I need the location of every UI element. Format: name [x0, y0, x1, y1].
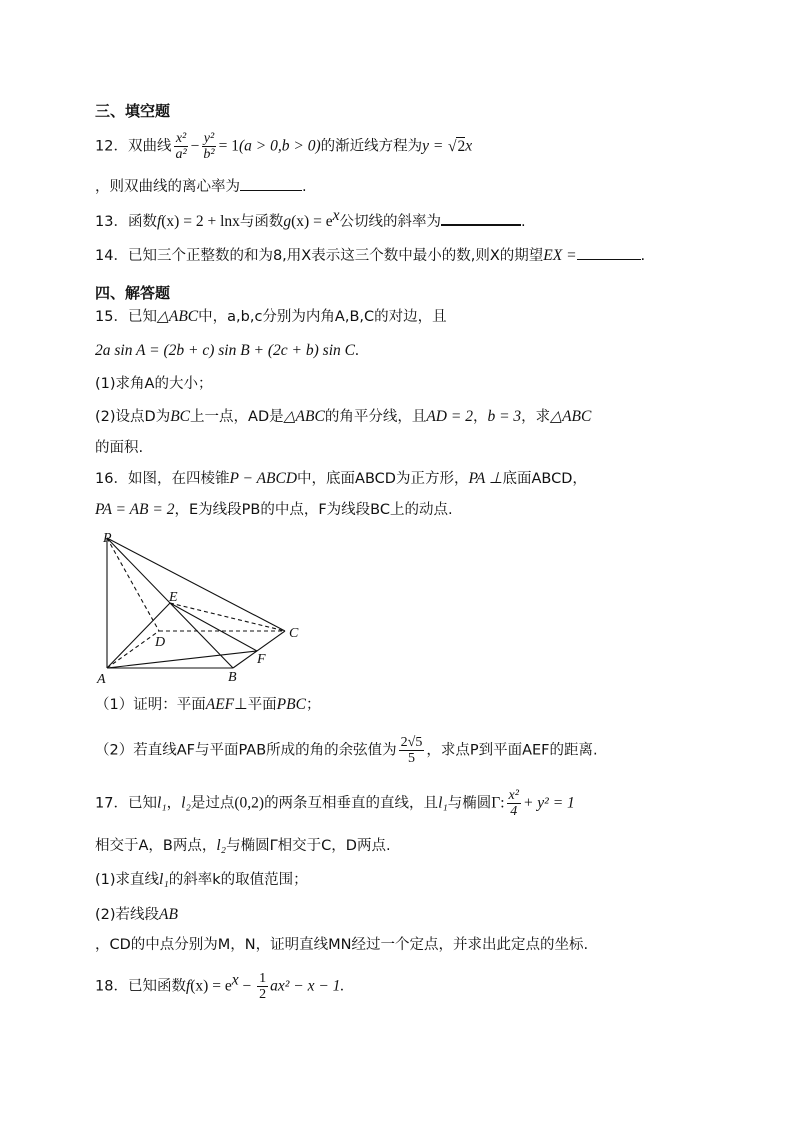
q14-ex: EX = — [543, 247, 577, 264]
q12-minus: − — [190, 137, 200, 155]
q16-pbc: PBC — [276, 696, 306, 713]
q16-aef: AEF — [205, 696, 235, 713]
q16-part1 — [95, 694, 320, 716]
q17-ellipse-tail: + y² = 1 — [522, 794, 575, 812]
label-c: C — [289, 626, 299, 641]
q18-line — [95, 971, 344, 1002]
q14-line — [95, 245, 645, 267]
q17-part1 — [95, 869, 308, 891]
q13-lead: 函数 — [127, 214, 157, 230]
q16-perp: ⊥ — [234, 696, 248, 713]
label-d: D — [155, 635, 166, 650]
q15-triangle-2: △ABC — [283, 408, 325, 425]
q13-g: g — [283, 213, 292, 230]
q15-part2-c: 的角平分线，且 — [324, 409, 427, 425]
q12-mid: 的渐近线方程为 — [320, 138, 423, 155]
q16-line1-c: 底面ABCD， — [502, 471, 587, 487]
q17-sep: ， — [166, 795, 182, 812]
section3-title: 三、填空题 — [95, 102, 171, 120]
q16-pa-ab: PA = AB = 2 — [95, 501, 175, 518]
q17-point: (0,2) — [234, 794, 265, 812]
q12-line2-text: ，则双曲线的离心率为 — [95, 179, 240, 195]
q12-eq: = 1 — [218, 137, 239, 155]
q17-ab: AB — [159, 906, 178, 923]
q13-answer-blank — [441, 210, 521, 226]
q17-gamma: Γ: — [491, 794, 505, 812]
q15-formula: 2a sin A = (2b + c) sin B + (2c + b) sin C — [95, 342, 355, 359]
q15-line1 — [95, 306, 447, 328]
q18-minus: − — [238, 977, 256, 995]
q12-line2 — [95, 176, 307, 198]
q17-part1-a: (1)求直线 — [95, 872, 160, 888]
q13-line — [95, 207, 526, 233]
q16-part2-b: ，求点P到平面AEF的距离. — [426, 742, 598, 759]
q15-b3: b = 3 — [487, 408, 522, 425]
q15-part2-b: 上一点，AD是 — [190, 409, 284, 425]
q16-part2-a: （2）若直线AF与平面PAB所成的角的余弦值为 — [95, 742, 397, 759]
q13-mid: 与函数 — [239, 214, 284, 230]
q12-frac1: $\frac{\text{x²}}{\text{a²}}$ — [175, 131, 187, 162]
q12-asym-x: x — [465, 137, 473, 155]
q14-text: 已知三个正整数的和为8,用X表示这三个数中最小的数,则X的期望 — [127, 248, 544, 264]
q18-num: 18． — [95, 978, 128, 995]
q17-line2-b: 与椭圆Γ相交于C，D两点. — [226, 838, 391, 854]
q17-l2-b: l₂ — [216, 837, 227, 854]
q17-l1: l₁ — [156, 794, 167, 812]
q15-part1: (1)求角A的大小； — [95, 376, 213, 392]
q17-line5: ，CD的中点分别为M，N，证明直线MN经过一个定点，并求出此定点的坐标. — [95, 937, 589, 953]
q17-part2 — [95, 904, 178, 926]
pyramid-figure — [95, 530, 315, 690]
q16-part2 — [95, 735, 598, 766]
q12-cond: (a > 0,b > 0) — [238, 137, 321, 155]
q13-f-def: (x) = 2 + lnx — [161, 213, 240, 230]
q17-line1 — [95, 788, 575, 819]
segment-af — [107, 651, 257, 668]
q16-pabcd: P − ABCD — [229, 470, 298, 487]
q18-f: f — [185, 977, 191, 995]
q16-line2 — [95, 499, 453, 521]
q18-def-b: ax² − x − 1. — [270, 977, 345, 995]
q16-line1 — [95, 468, 587, 490]
q12-line1 — [95, 131, 472, 162]
q17-num: 17． — [95, 795, 128, 812]
q17-l1-b: l₁ — [438, 794, 448, 812]
q18-def-a: (x) = e — [190, 977, 232, 995]
q17-line2 — [95, 835, 391, 857]
label-a: A — [97, 672, 106, 687]
q16-line1-b: 中，底面ABCD为正方形， — [297, 471, 469, 487]
label-p: P — [103, 531, 112, 546]
q15-line1-a: 已知 — [127, 309, 157, 325]
q15-ad: AD = 2 — [426, 408, 473, 425]
q18-sup: x — [231, 971, 239, 989]
q15-bc: BC — [170, 408, 191, 425]
q15-formula-line — [95, 340, 359, 362]
q14-answer-blank — [577, 245, 641, 260]
q16-part1-a: （1）证明：平面 — [95, 697, 206, 713]
q18-half: $\frac{1}{2}$ — [259, 971, 267, 1002]
q15-part2-end: 的面积. — [95, 440, 144, 456]
label-e: E — [169, 590, 178, 605]
q13-tail: 公切线的斜率为 — [339, 214, 441, 230]
q16-part1-b: 平面 — [247, 697, 277, 713]
q14-num: 14． — [95, 248, 128, 264]
label-b: B — [228, 670, 237, 685]
q12-answer-blank — [240, 176, 302, 191]
q16-num: 16． — [95, 471, 128, 487]
q16-pa-perp: PA ⊥ — [468, 470, 503, 487]
q17-l2: l₂ — [181, 794, 191, 812]
q12-end: . — [302, 179, 307, 195]
q17-line1-a: 已知 — [127, 795, 157, 812]
q17-line1-c: 的两条互相垂直的直线，且 — [264, 795, 439, 812]
q13-g-sup: x — [332, 207, 340, 225]
q12-asym-lhs: y = — [422, 137, 444, 155]
q13-end: . — [520, 214, 526, 230]
q16-cos-frac: $\frac{2√5}{5}$ — [400, 735, 423, 766]
q17-line2-a: 相交于A，B两点， — [95, 838, 217, 854]
q15-line1-b: 中，a,b,c分别为内角A,B,C的对边，且 — [198, 309, 447, 325]
q14-end: . — [640, 248, 646, 264]
q17-ellipse-frac: $\frac{\text{x²}}{4}$ — [508, 788, 519, 819]
q16-line1-a: 如图，在四棱锥 — [127, 471, 230, 487]
q15-part2-a: (2)设点D为 — [95, 409, 171, 425]
q15-triangle-3: △ABC — [550, 408, 592, 425]
q15-formula-end: . — [354, 342, 359, 359]
q17-line1-b: 是过点 — [190, 795, 235, 812]
segment-ef — [170, 603, 257, 651]
q13-g-def: (x) = e — [291, 213, 333, 230]
q16-part1-end: ； — [305, 697, 321, 713]
q15-triangle: △ABC — [156, 308, 199, 325]
q15-num: 15． — [95, 309, 128, 325]
q15-part2-d: ，求 — [521, 409, 551, 425]
q16-line2-b: ，E为线段PB的中点，F为线段BC上的动点. — [174, 502, 453, 518]
q15-part2 — [95, 406, 591, 428]
q12-lead: 双曲线 — [127, 138, 172, 155]
q12-num: 12． — [95, 138, 128, 155]
q17-part2-a: (2)若线段 — [95, 907, 160, 923]
q18-lead: 已知函数 — [127, 978, 186, 995]
q13-num: 13． — [95, 214, 128, 230]
label-f: F — [257, 652, 266, 667]
q17-line1-d: 与椭圆 — [447, 795, 492, 812]
segment-ec — [170, 603, 285, 631]
q13-f: f — [156, 213, 162, 230]
section4-title: 四、解答题 — [95, 284, 171, 302]
q12-frac2: $\frac{\text{y²}}{\text{b²}}$ — [203, 131, 215, 162]
q15-comma: ， — [472, 409, 488, 425]
q17-part1-b: 的斜率k的取值范围； — [168, 872, 308, 888]
q17-l1-c: l₁ — [159, 871, 169, 888]
q12-sqrt: √2 — [447, 137, 466, 155]
